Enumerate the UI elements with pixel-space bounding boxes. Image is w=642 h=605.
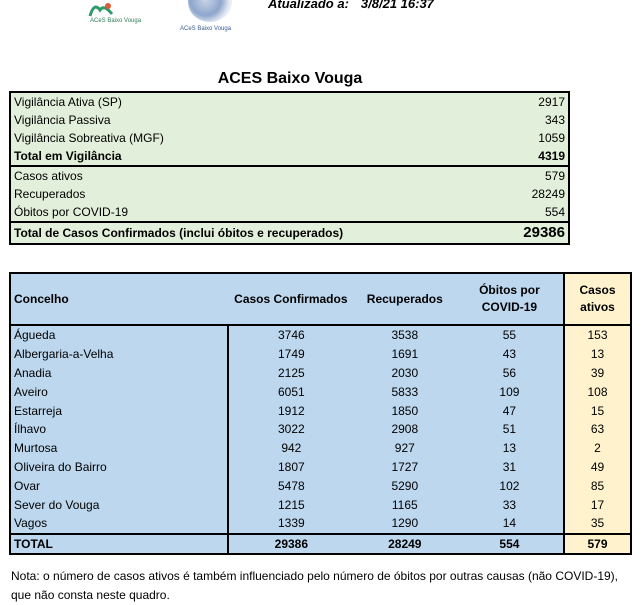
- cell-confirmed: 3022: [228, 420, 354, 439]
- cell-confirmed: 2125: [228, 364, 354, 383]
- table-row: [10, 495, 631, 514]
- summary-row: [10, 129, 569, 147]
- municipality-table: [9, 272, 632, 555]
- summary-label: Total em Vigilância: [10, 147, 442, 166]
- cell-active: 13: [564, 345, 631, 364]
- aces-logo-caption: ACeS Baixo Vouga: [90, 18, 142, 24]
- cell-total-active: 579: [564, 534, 631, 554]
- cell-recovered: 5290: [354, 476, 456, 495]
- table-total-row: [10, 534, 631, 554]
- summary-value: 2917: [538, 95, 565, 109]
- summary-row: [10, 111, 569, 129]
- cell-municipality: Oliveira do Bairro: [10, 458, 228, 477]
- updated-label: Atualizado a:: [268, 0, 349, 11]
- cell-confirmed: 1912: [228, 401, 354, 420]
- cell-recovered: 1850: [354, 401, 456, 420]
- summary-label: Total de Casos Confirmados (inclui óbitos e recuperados): [10, 222, 442, 244]
- cell-municipality: Ovar: [10, 476, 228, 495]
- cell-confirmed: 5478: [228, 476, 354, 495]
- cell-deaths: 31: [456, 458, 564, 477]
- cell-active: 63: [564, 420, 631, 439]
- cell-confirmed: 1215: [228, 495, 354, 514]
- summary-label: Vigilância Ativa (SP): [14, 95, 122, 109]
- cell-municipality: Albergaria-a-Velha: [10, 345, 228, 364]
- cell-recovered: 1727: [354, 458, 456, 477]
- summary-row-total-confirmed: [10, 222, 569, 244]
- cell-active: 108: [564, 382, 631, 401]
- cell-municipality: Aveiro: [10, 382, 228, 401]
- cell-confirmed: 1339: [228, 514, 354, 534]
- cell-recovered: 2030: [354, 364, 456, 383]
- cell-municipality: Águeda: [10, 325, 228, 345]
- cell-confirmed: 6051: [228, 382, 354, 401]
- column-header-recovered: Recuperados: [354, 273, 456, 325]
- summary-value: 554: [544, 205, 565, 219]
- cell-deaths: 109: [456, 382, 564, 401]
- footnote: Nota: o número de casos ativos é também influenciado pelo número de óbitos por outras causas (não COVID-19), que não consta neste quadro.: [11, 569, 618, 602]
- summary-label: Casos ativos: [14, 169, 83, 183]
- cell-recovered: 5833: [354, 382, 456, 401]
- cell-deaths: 47: [456, 401, 564, 420]
- cell-total-deaths: 554: [456, 534, 564, 554]
- summary-label: Vigilância Passiva: [14, 113, 111, 127]
- cell-recovered: 1165: [354, 495, 456, 514]
- summary-label: Recuperados: [14, 187, 86, 201]
- table-row: [10, 476, 631, 495]
- table-row: [10, 420, 631, 439]
- table-row: [10, 325, 631, 345]
- table-row: [10, 345, 631, 364]
- cell-active: 49: [564, 458, 631, 477]
- updated-value: 3/8/21 16:37: [360, 0, 434, 11]
- cell-deaths: 43: [456, 345, 564, 364]
- column-header-confirmed: Casos Confirmados: [228, 273, 354, 325]
- updated-timestamp: [268, 0, 434, 11]
- table-header-row: [10, 273, 631, 325]
- cell-deaths: 56: [456, 364, 564, 383]
- cell-municipality: Murtosa: [10, 439, 228, 458]
- page-title: ACES Baixo Vouga: [217, 70, 363, 87]
- table-row: [10, 439, 631, 458]
- cell-municipality: Estarreja: [10, 401, 228, 420]
- summary-value: 579: [544, 169, 565, 183]
- table-row: [10, 364, 631, 383]
- header: [0, 0, 642, 40]
- cell-recovered: 2908: [354, 420, 456, 439]
- cell-active: 15: [564, 401, 631, 420]
- summary-row: [10, 185, 569, 203]
- usp-logo-icon: [188, 0, 232, 22]
- summary-value: 343: [544, 113, 565, 127]
- summary-value: 1059: [538, 131, 565, 145]
- cell-recovered: 1691: [354, 345, 456, 364]
- cell-active: 153: [564, 325, 631, 345]
- cell-municipality: Vagos: [10, 514, 228, 534]
- table-row: [10, 382, 631, 401]
- summary-value: 4319: [442, 147, 569, 166]
- cell-active: 39: [564, 364, 631, 383]
- summary-label: Óbitos por COVID-19: [14, 205, 129, 219]
- summary-value: 28249: [531, 187, 565, 201]
- aces-logo-icon: [88, 0, 114, 18]
- cell-municipality: Ílhavo: [10, 420, 228, 439]
- column-header-deaths: Óbitos por COVID-19: [456, 273, 564, 325]
- cell-deaths: 14: [456, 514, 564, 534]
- cell-recovered: 1290: [354, 514, 456, 534]
- summary-row: [10, 92, 569, 111]
- cell-municipality: Anadia: [10, 364, 228, 383]
- usp-logo: [178, 0, 240, 36]
- cell-confirmed: 1807: [228, 458, 354, 477]
- cell-recovered: 3538: [354, 325, 456, 345]
- cell-confirmed: 1749: [228, 345, 354, 364]
- aces-logo: [86, 0, 168, 30]
- cell-active: 35: [564, 514, 631, 534]
- surveillance-summary-table: [9, 91, 570, 245]
- cell-confirmed: 3746: [228, 325, 354, 345]
- summary-row: [10, 203, 569, 222]
- table-row: [10, 401, 631, 420]
- cell-municipality: Sever do Vouga: [10, 495, 228, 514]
- cell-deaths: 102: [456, 476, 564, 495]
- summary-row: [10, 166, 569, 185]
- cell-total-confirmed: 29386: [228, 534, 354, 554]
- cell-deaths: 13: [456, 439, 564, 458]
- cell-active: 17: [564, 495, 631, 514]
- summary-label: Vigilância Sobreativa (MGF): [14, 131, 164, 145]
- table-row: [10, 458, 631, 477]
- cell-total-recovered: 28249: [354, 534, 456, 554]
- table-row: [10, 514, 631, 534]
- summary-row-total-surveillance: [10, 147, 569, 166]
- cell-deaths: 55: [456, 325, 564, 345]
- cell-deaths: 51: [456, 420, 564, 439]
- cell-recovered: 927: [354, 439, 456, 458]
- summary-value: 29386: [442, 222, 569, 244]
- column-header-active: Casos ativos: [564, 273, 631, 325]
- cell-active: 85: [564, 476, 631, 495]
- cell-active: 2: [564, 439, 631, 458]
- cell-total-label: TOTAL: [10, 534, 228, 554]
- cell-confirmed: 942: [228, 439, 354, 458]
- cell-deaths: 33: [456, 495, 564, 514]
- usp-logo-caption: ACeS Baixo Vouga: [180, 26, 232, 32]
- column-header-municipality: Concelho: [10, 273, 228, 325]
